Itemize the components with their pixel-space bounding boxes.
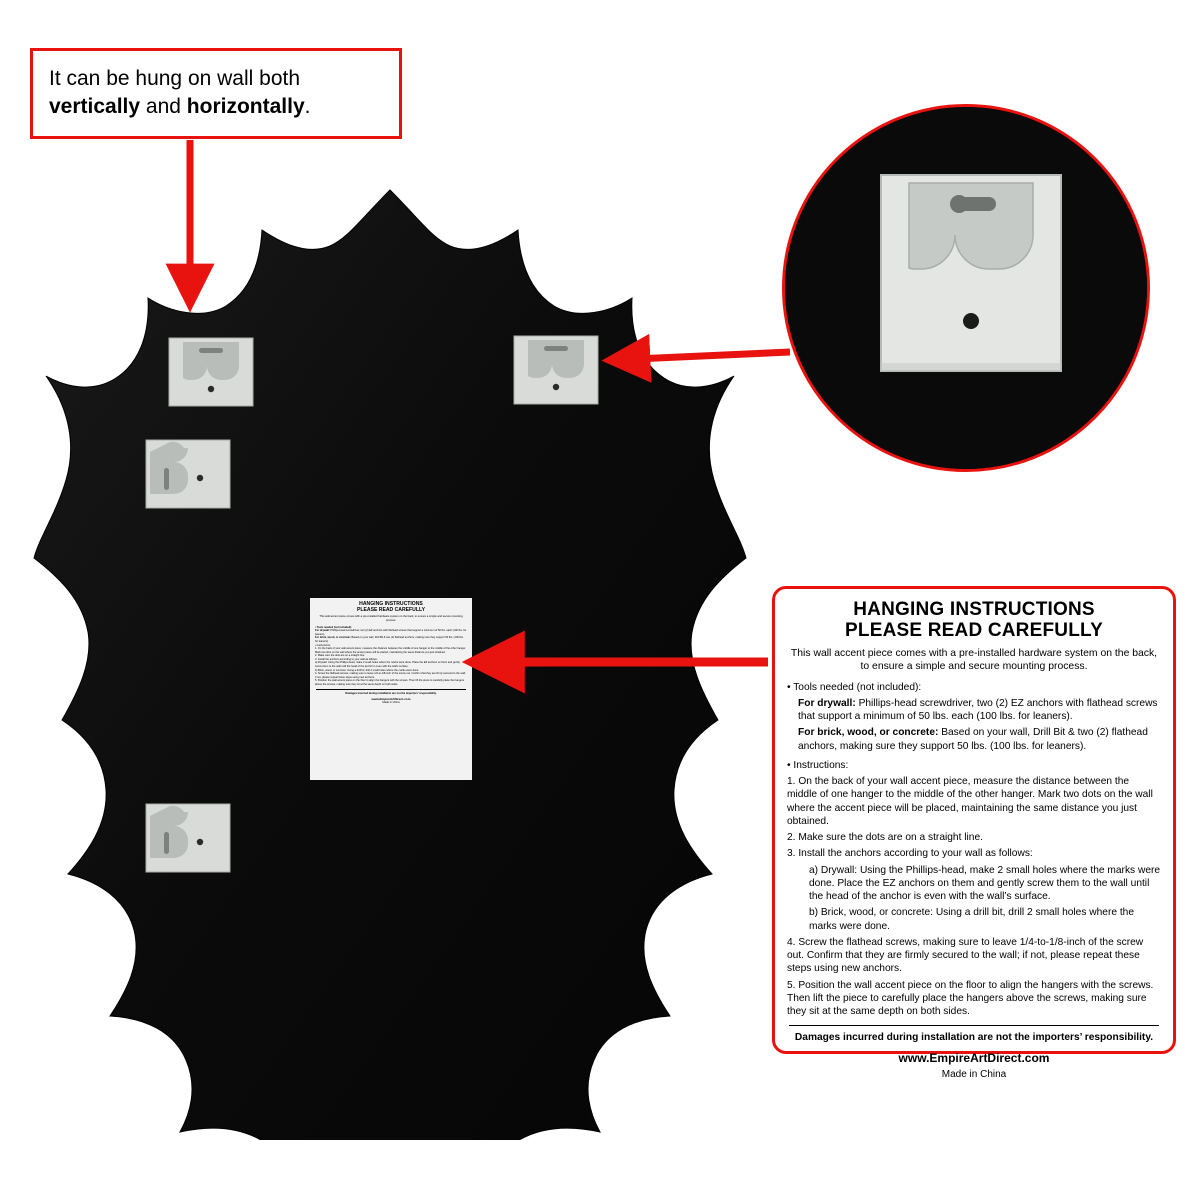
instructions-step-1: 1. On the back of your wall accent piece, measure the distance between the middle of one hanger to the middle of the other hanger. Mark two dots on the wall where the accent piece will be placed, maintaining the same distance you just obtained. — [787, 776, 1153, 827]
plaque-label-title-1: HANGING INSTRUCTIONS — [359, 601, 423, 607]
instructions-step-5: 5. Position the wall accent piece on the floor to align the hangers with the screws. Then lift the piece to carefully place the hangers above the screws, making sure they sit at the same depth on both sides. — [787, 979, 1154, 1018]
instructions-tools-drywall: For drywall: Phillips-head screwdriver, two (2) EZ anchors with flathead screws that support a minimum of 50 lbs. each (100 lbs. for leaners). — [798, 697, 1158, 723]
callout-mid: and — [140, 94, 187, 118]
instructions-disclaimer: Damages incurred during installation are not the importers’ responsibility. — [794, 1032, 1154, 1044]
plaque-label-step-5: 5. Position the wall accent piece on the floor to align the hangers with the screws. Then lift the piece to carefully place the hangers above the screws, making sure they sit at the same depth on both sides. — [315, 679, 465, 686]
instructions-step-3b: b) Brick, wood, or concrete: Using a drill bit, drill 2 small holes where the marks were done. — [809, 907, 1135, 932]
plaque-label-step-4: 4. Screw the flathead screws, making sure to leave 1/4-to-1/8-inch of the screw out. Confirm that they are firmly secured to the wall; if not, please repeat these steps using new anchors. — [315, 672, 466, 679]
plaque-label-title-2: PLEASE READ CAREFULLY — [356, 606, 426, 613]
hanger-left-upper — [142, 434, 234, 517]
plaque-label-divider — [316, 689, 466, 690]
instructions-title-line-1: HANGING INSTRUCTIONS — [853, 599, 1095, 620]
hanging-orientation-callout — [30, 48, 402, 139]
instructions-title-line-2: PLEASE READ CAREFULLY — [845, 620, 1103, 642]
instructions-origin: Made in China — [941, 1069, 1007, 1081]
plaque-label-step-3: 3. Install the anchors according to your wall as follows: — [315, 657, 378, 661]
instructions-tools-heading: • Tools needed (not included): — [787, 681, 922, 693]
plaque-label-tools-heading: • Tools needed (not included): — [315, 625, 352, 629]
plaque-label-tools-brick: For brick, wood, or concrete: Based on your wall, Drill Bit & two (2) flathead anchors, making sure they support 50 lbs. (100 lbs. for leaners). — [315, 636, 464, 643]
instructions-website: www.EmpireArtDirect.com — [898, 1050, 1050, 1065]
plaque-label-instructions-heading: • Instructions: — [315, 643, 331, 647]
plaque-label-disclaimer: Damages incurred during installation are not the importers’ responsibility. — [345, 692, 437, 696]
hanger-top-right — [510, 330, 602, 413]
plaque-label-step-2: 2. Make sure the dots are on a straight line. — [315, 654, 365, 658]
plaque-label-step-3b: b) Brick, wood, or concrete: Using a drill bit, drill 2 small holes where the marks were done. — [315, 668, 420, 672]
plaque-instruction-label — [310, 598, 472, 780]
plaque-label-step-3a: a) Drywall: Using the Phillips-head, make 2 small holes where the marks were done. Place the EZ anchors on them and gently screw them to the wall until the head of the anchor is even with the wall’s surface. — [315, 661, 460, 668]
plaque-label-subtitle: This wall accent piece comes with a pre-installed hardware system on the back, to ensure a simple and secure mounting process. — [319, 615, 463, 622]
instructions-steps-heading: • Instructions: — [787, 759, 849, 771]
callout-period: . — [304, 94, 311, 118]
plaque-label-origin: Made in China — [382, 701, 400, 705]
hanger-top-left — [165, 332, 257, 415]
instructions-step-2: 2. Make sure the dots are on a straight line. — [787, 832, 983, 844]
hanger-zoom-detail — [782, 104, 1150, 472]
callout-line-1: It can be hung on wall both — [49, 67, 301, 90]
instructions-divider — [789, 1025, 1159, 1026]
hanging-instructions-panel — [772, 586, 1176, 1081]
hanger-left-lower — [142, 798, 234, 881]
instructions-step-4: 4. Screw the flathead screws, making sure to leave 1/4-to-1/8-inch of the screw out. Confirm that they are firmly secured to the wall; if not, please repeat these steps using new anchors. — [787, 936, 1144, 975]
instructions-tools-brick: For brick, wood, or concrete: Based on your wall, Drill Bit & two (2) flathead anchors, making sure they support 50 lbs. (100 lbs. for leaners). — [798, 727, 1148, 752]
plaque-label-website: www.EmpireArtDirect.com — [371, 697, 411, 702]
hanger-detail-illustration — [785, 107, 1147, 469]
instructions-step-3: 3. Install the anchors according to your wall as follows: — [787, 848, 1033, 860]
instructions-subtitle: This wall accent piece comes with a pre-installed hardware system on the back, to ensure a simple and secure mounting process. — [790, 647, 1158, 673]
callout-bold-horizontally: horizontally — [186, 94, 305, 118]
plaque-label-step-1: 1. On the back of your wall accent piece, measure the distance between the middle of one hanger to the middle of the other hanger. Mark two dots on the wall where the accent piece will be placed, maintaining the same distance you just obtained. — [315, 647, 466, 654]
plaque-label-tools-drywall: For drywall: Phillips-head screwdriver, two (2) EZ anchors with flathead screws that support a minimum of 50 lbs. each (100 lbs. for leaners). — [315, 629, 467, 636]
instructions-step-3a: a) Drywall: Using the Phillips-head, make 2 small holes where the marks were done. Place the EZ anchors on them and gently screw them to the wall until the head of the anchor is even with the wall’s surface. — [809, 864, 1161, 903]
callout-bold-vertically: vertically — [49, 94, 141, 118]
